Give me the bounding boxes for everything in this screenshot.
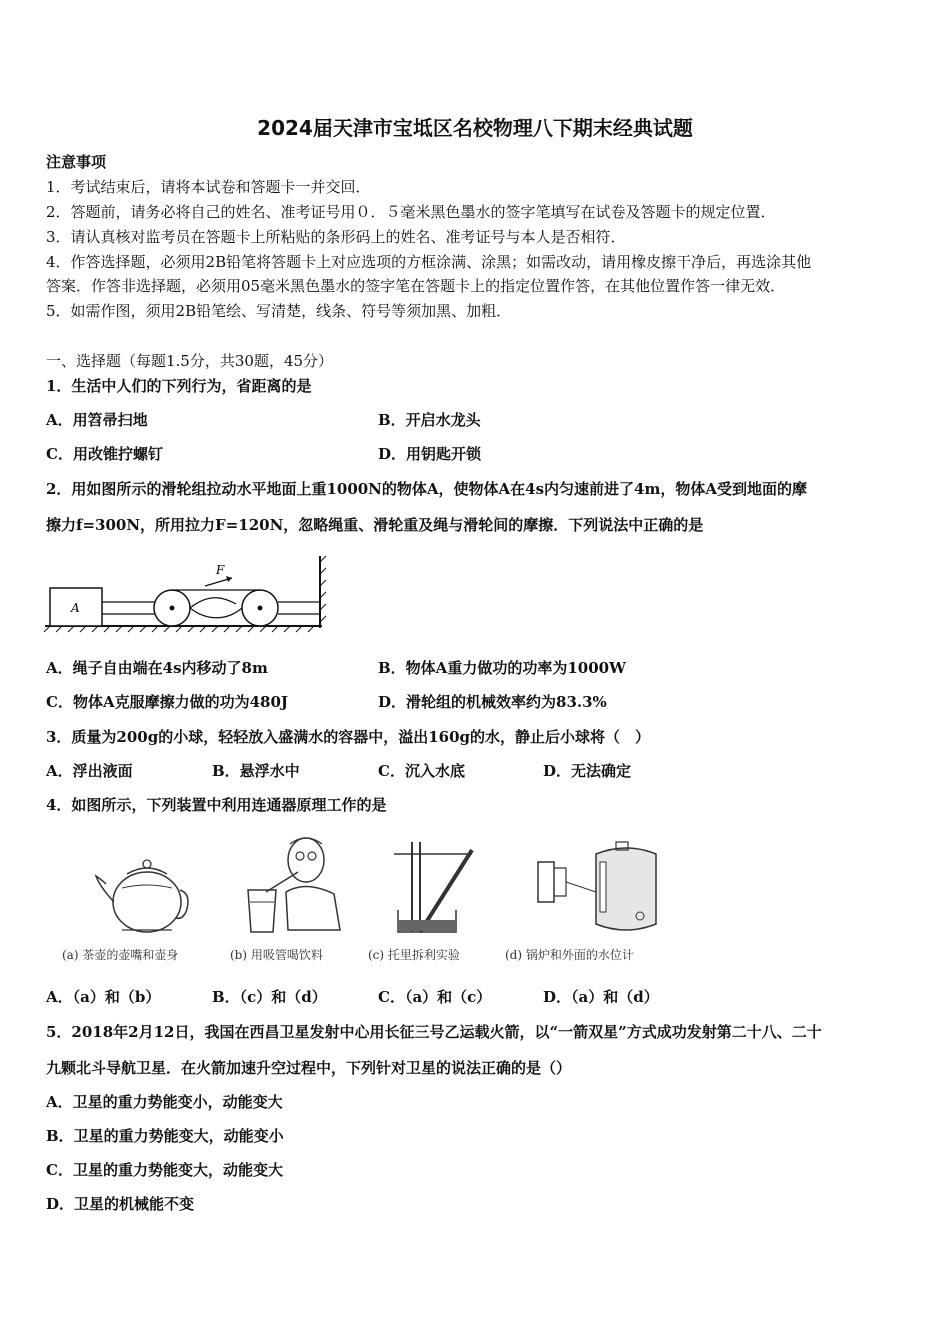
notice-heading: 注意事项 (46, 153, 107, 171)
q3-option-d: D．无法确定 (543, 762, 632, 780)
section-heading: 一、选择题（每题1.5分，共30题，45分） (46, 352, 334, 370)
notice-item: 3．请认真核对监考员在答题卡上所粘贴的条形码上的姓名、准考证号与本人是否相符． (46, 228, 626, 246)
boiler-figure (524, 832, 674, 940)
pulley-diagram (40, 552, 330, 634)
page-title: 2024届天津市宝坻区名校物理八下期末经典试题 (257, 116, 693, 140)
q4-option-c: C．（a）和（c） (378, 988, 492, 1006)
q2-option-b: B．物体A重力做功的功率为1000W (378, 659, 626, 677)
q2-option-c: C．物体A克服摩擦力做的功为480J (46, 693, 288, 711)
q5-option-d: D．卫星的机械能不变 (46, 1195, 195, 1213)
q3-option-a: A．浮出液面 (46, 762, 133, 780)
q2-option-a: A．绳子自由端在4s内移动了8m (46, 659, 268, 677)
figure-caption-b: (b) 用吸管喝饮料 (230, 948, 323, 962)
q5-option-b: B．卫星的重力势能变大，动能变小 (46, 1127, 284, 1145)
block-label-a: A (71, 601, 80, 615)
question-1-stem: 1．生活中人们的下列行为，省距离的是 (46, 377, 312, 395)
q1-option-b: B．开启水龙头 (378, 411, 481, 429)
q4-option-a: A．（a）和（b） (46, 988, 161, 1006)
question-2-stem-2: 擦力f=300N，所用拉力F=120N，忽略绳重、滑轮重及绳与滑轮间的摩擦．下列说法中正确的是 (46, 516, 704, 534)
straw-drinking-figure (236, 832, 346, 940)
q5-option-a: A．卫星的重力势能变小，动能变大 (46, 1093, 283, 1111)
teapot-figure (92, 832, 192, 940)
notice-item: 4．作答选择题，必须用2B铅笔将答题卡上对应选项的方框涂满、涂黑；如需改动，请用橡皮擦干净后，再选涂其他 (46, 253, 812, 271)
torricelli-figure (384, 832, 494, 940)
question-3-stem: 3．质量为200g的小球，轻轻放入盛满水的容器中，溢出160g的水，静止后小球将（ ） (46, 728, 651, 746)
q4-option-b: B．（c）和（d） (212, 988, 327, 1006)
q2-option-d: D．滑轮组的机械效率约为83.3% (378, 693, 607, 711)
question-5-stem-2: 九颗北斗导航卫星．在火箭加速升空过程中，下列针对卫星的说法正确的是（） (46, 1059, 572, 1077)
notice-item: 1．考试结束后，请将本试卷和答题卡一并交回． (46, 178, 371, 196)
q1-option-d: D．用钥匙开锁 (378, 445, 482, 463)
figure-caption-d: (d) 锅炉和外面的水位计 (505, 948, 634, 962)
force-label-f: F (216, 563, 225, 577)
q1-option-a: A．用笤帚扫地 (46, 411, 148, 429)
notice-item: 2．答题前，请务必将自己的姓名、准考证号用０．５毫米黑色墨水的签字笔填写在试卷及答题卡的规定位置． (46, 203, 776, 221)
q5-option-c: C．卫星的重力势能变大，动能变大 (46, 1161, 283, 1179)
q3-option-b: B．悬浮水中 (212, 762, 300, 780)
q1-option-c: C．用改锥拧螺钉 (46, 445, 163, 463)
notice-item: 答案．作答非选择题，必须用05毫米黑色墨水的签字笔在答题卡上的指定位置作答，在其他位置作答一律无效． (46, 277, 786, 295)
question-4-stem: 4．如图所示，下列装置中利用连通器原理工作的是 (46, 796, 387, 814)
q3-option-c: C．沉入水底 (378, 762, 465, 780)
figure-caption-c: (c) 托里拆利实验 (368, 948, 460, 962)
notice-item: 5．如需作图，须用2B铅笔绘、写清楚，线条、符号等须加黑、加粗． (46, 302, 512, 320)
question-5-stem-1: 5．2018年2月12日，我国在西昌卫星发射中心用长征三号乙运载火箭，以“一箭双星”方式成功发射第二十八、二十 (46, 1023, 822, 1041)
figure-caption-a: (a) 茶壶的壶嘴和壶身 (62, 948, 179, 962)
q4-option-d: D．（a）和（d） (543, 988, 659, 1006)
question-2-stem-1: 2．用如图所示的滑轮组拉动水平地面上重1000N的物体A，使物体A在4s内匀速前进了4m，物体A受到地面的摩 (46, 480, 808, 498)
